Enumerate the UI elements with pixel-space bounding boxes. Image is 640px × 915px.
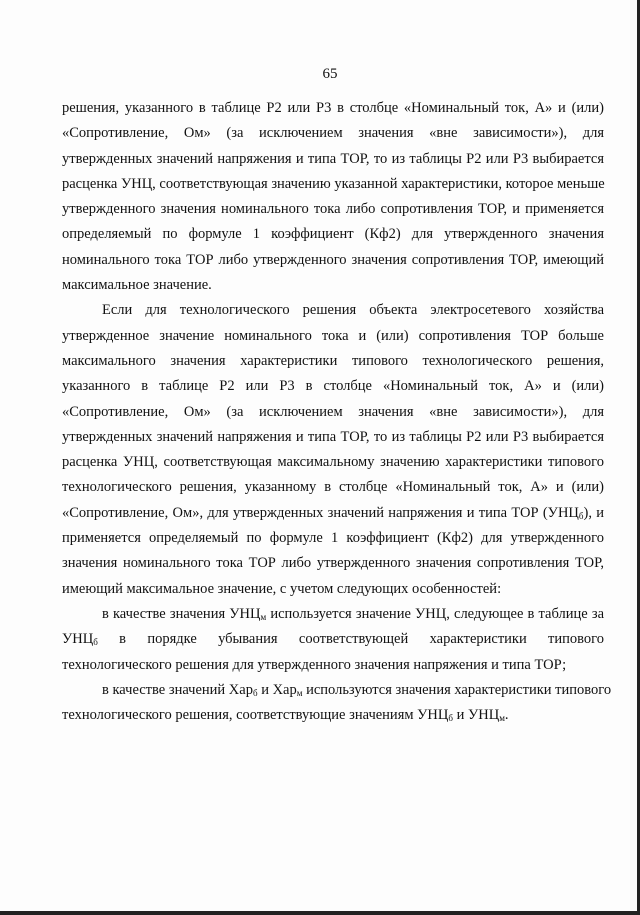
scan-edge-bottom	[0, 911, 640, 915]
text-line: «Сопротивление, Ом» (за исключением значения «вне зависимости»), для	[62, 125, 604, 142]
text-line: утвержденных значений напряжения и типа ТОР, то из таблицы Р2 или Р3 выбирается	[62, 150, 604, 167]
text-line: указанного в таблице Р2 или Р3 в столбце «Номинальный ток, А» и (или)	[62, 378, 604, 395]
text-line: утвержденного значения номинального тока либо сопротивления ТОР, и применяется	[62, 201, 604, 218]
text-line: значения номинального тока ТОР либо утвержденного значения сопротивления ТОР,	[62, 555, 604, 572]
text-line: в качестве значений Хар$_б$ и Хар$_м$ используются значения характеристики типового	[102, 681, 612, 698]
text-line: в качестве значения $УНЦ_м$ используется значение УНЦ, следующее в таблице за	[102, 605, 605, 622]
text-line: применяется определяемый по формуле 1 коэффициент (Кф2) для утвержденного	[62, 530, 604, 547]
text-line: технологического решения, соответствующие значениям $УНЦ_б$ и $УНЦ_м$.	[62, 707, 509, 724]
text-line: Если для технологического решения объекта электросетевого хозяйства	[102, 302, 604, 319]
text-line: $УНЦ_б$ в порядке убывания соответствующей характеристики типового	[62, 631, 604, 648]
paragraph-3	[62, 602, 604, 678]
text-line: определяемый по формуле 1 коэффициент (Кф2) для утвержденного значения	[62, 226, 604, 243]
text-line: технологического решения для утвержденного значения напряжения и типа ТОР;	[62, 656, 567, 673]
paragraph-4	[62, 678, 612, 729]
paragraph-2	[62, 298, 604, 602]
text-line: максимального значения характеристики типового технологического решения,	[62, 352, 604, 369]
text-line: расценка УНЦ, соответствующая максимальному значению характеристики типового	[62, 454, 604, 471]
text-line: номинального тока ТОР либо утвержденного значения сопротивления ТОР, имеющий	[62, 251, 604, 268]
text-line: утвержденных значений напряжения и типа ТОР, то из таблицы Р2 или Р3 выбирается	[62, 428, 604, 445]
text-line: расценка УНЦ, соответствующая значению указанной характеристики, которое меньше	[62, 175, 605, 192]
text-line: решения, указанного в таблице Р2 или Р3 в столбце «Номинальный ток, А» и (или)	[62, 100, 604, 116]
text-line: максимальное значение.	[62, 277, 212, 294]
page-number: 65	[322, 66, 338, 82]
text-line: имеющий максимальное значение, с учетом следующих особенностей:	[62, 580, 502, 597]
text-line: технологического решения, указанному в столбце «Номинальный ток, А» и (или)	[62, 479, 604, 496]
text-line: «Сопротивление, Ом», для утвержденных значений напряжения и типа ТОР $(УНЦ_б)$, и	[62, 504, 604, 521]
document-body	[62, 96, 612, 728]
paragraph-1	[62, 96, 604, 298]
text-line: «Сопротивление, Ом» (за исключением значения «вне зависимости»), для	[62, 403, 604, 420]
text-line: утвержденное значение номинального тока и (или) сопротивления ТОР больше	[62, 327, 604, 344]
